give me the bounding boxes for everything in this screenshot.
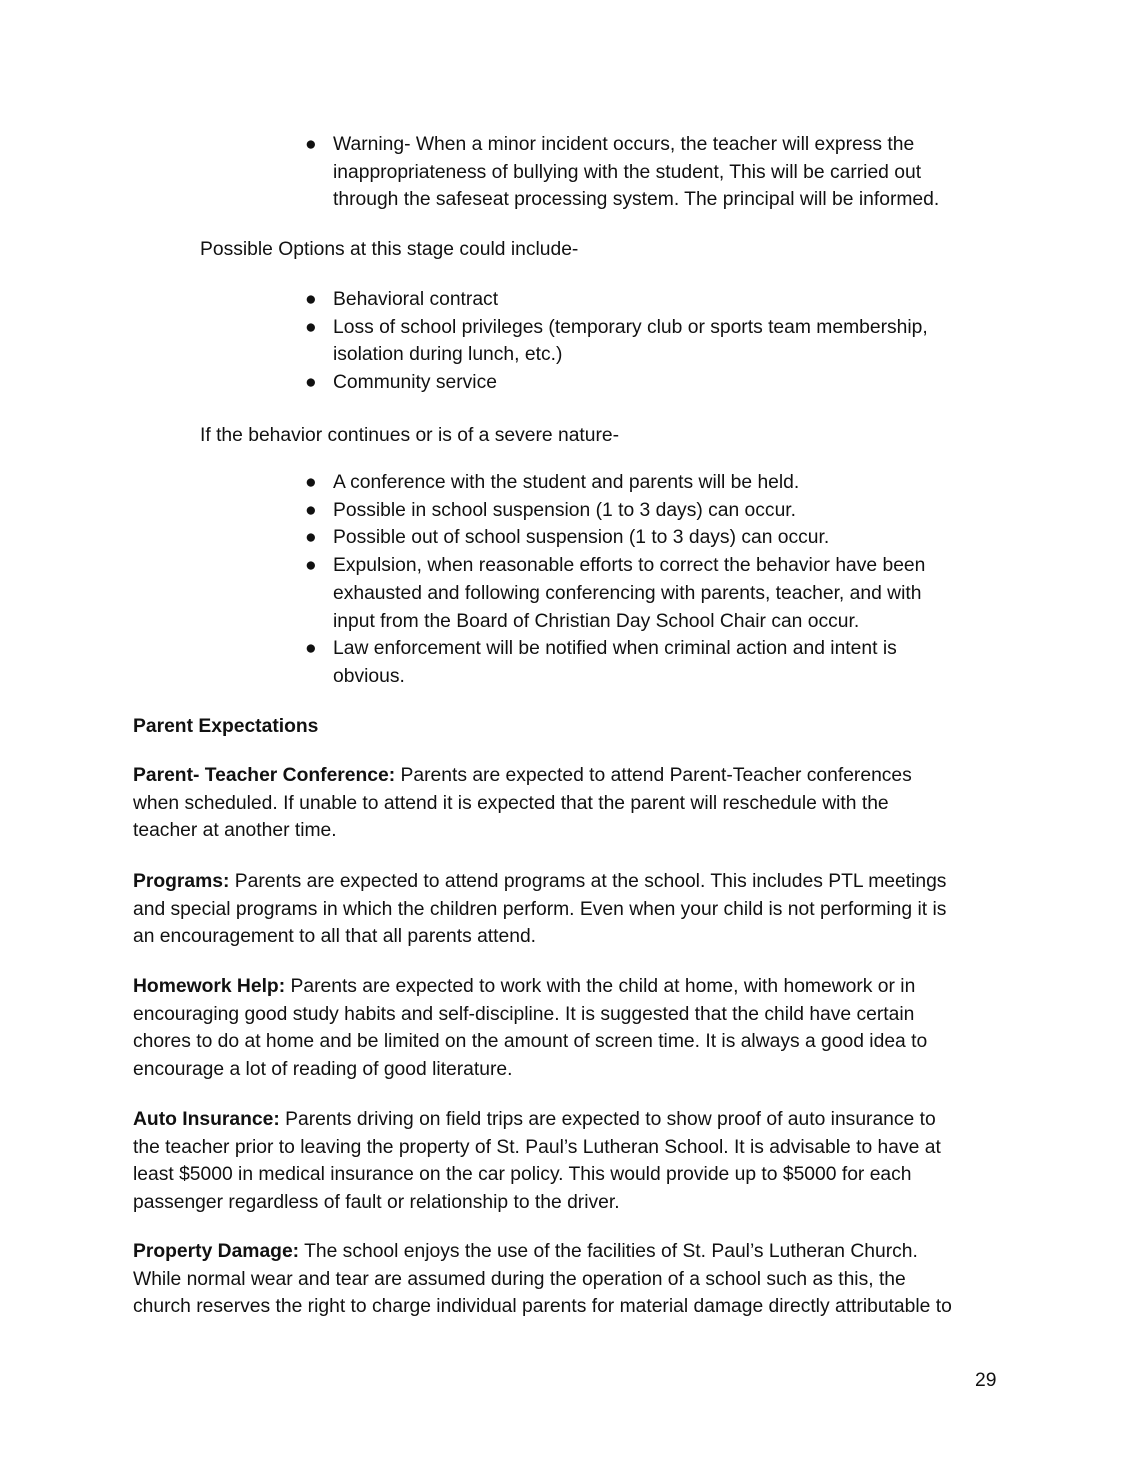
text-line: input from the Board of Christian Day School Chair can occur. bbox=[333, 610, 860, 632]
text-line: inappropriateness of bullying with the student, This will be carried out bbox=[333, 161, 922, 183]
warning-bullet bbox=[305, 131, 940, 214]
text-line: the teacher prior to leaving the property of St. Paul’s Lutheran School. It is advisable to have at bbox=[133, 1136, 941, 1158]
text-line: obvious. bbox=[333, 665, 405, 687]
list-item bbox=[305, 314, 928, 369]
bullet-icon: ● bbox=[305, 316, 317, 338]
text-line: Community service bbox=[333, 372, 497, 394]
bullet-icon: ● bbox=[305, 527, 317, 549]
list-item bbox=[305, 369, 928, 397]
bullet-icon: ● bbox=[305, 134, 317, 155]
bullet-icon: ● bbox=[305, 372, 317, 394]
paragraph-property-damage bbox=[133, 1238, 952, 1321]
paragraph-label: Homework Help: bbox=[133, 976, 286, 997]
paragraph-homework bbox=[133, 973, 927, 1084]
text-line: exhausted and following conferencing with parents, teacher, and with bbox=[333, 582, 922, 604]
text-line: The school enjoys the use of the facilities of St. Paul’s Lutheran Church. bbox=[299, 1241, 918, 1262]
page-number: 29 bbox=[975, 1370, 997, 1391]
text-line: Loss of school privileges (temporary club or sports team membership, bbox=[333, 316, 928, 338]
text-line: Parents are expected to attend Parent-Teacher conferences bbox=[395, 765, 912, 786]
section-heading: Parent Expectations bbox=[133, 716, 319, 737]
list-item bbox=[305, 552, 926, 635]
text-line: isolation during lunch, etc.) bbox=[333, 344, 563, 366]
options-intro: Possible Options at this stage could include- bbox=[200, 239, 579, 260]
list-item bbox=[305, 469, 925, 497]
text-line: Parents are expected to work with the child at home, with homework or in bbox=[285, 976, 916, 997]
text-line: Parents are expected to attend programs at the school. This includes PTL meetings bbox=[229, 871, 947, 892]
severe-list bbox=[305, 469, 926, 691]
text-line: Law enforcement will be notified when criminal action and intent is bbox=[333, 638, 897, 660]
text-line: Parents driving on field trips are expected to show proof of auto insurance to bbox=[279, 1109, 936, 1130]
bullet-icon: ● bbox=[305, 472, 317, 493]
text-line: Behavioral contract bbox=[333, 289, 499, 310]
paragraph-label: Property Damage: bbox=[133, 1241, 300, 1262]
text-line: least $5000 in medical insurance on the car policy. This would provide up to $5000 for each bbox=[133, 1164, 912, 1186]
text-line: encourage a lot of reading of good literature. bbox=[133, 1059, 513, 1081]
text-line: when scheduled. If unable to attend it is expected that the parent will reschedule with the bbox=[133, 792, 889, 814]
text-line: and special programs in which the children perform. Even when your child is not performing it is bbox=[133, 898, 947, 920]
text-line: Expulsion, when reasonable efforts to correct the behavior have been bbox=[333, 555, 926, 577]
bullet-icon: ● bbox=[305, 555, 317, 577]
options-list bbox=[305, 286, 928, 397]
list-item bbox=[305, 635, 925, 690]
severe-intro: If the behavior continues or is of a severe nature- bbox=[200, 425, 620, 446]
text-line: While normal wear and tear are assumed during the operation of a school such as this, the bbox=[133, 1268, 906, 1290]
text-line: church reserves the right to charge individual parents for material damage directly attributable to bbox=[133, 1296, 952, 1318]
text-line: encouraging good study habits and self-discipline. It is suggested that the child have certain bbox=[133, 1003, 915, 1025]
paragraph-label: Auto Insurance: bbox=[133, 1109, 280, 1130]
text-line: passenger regardless of fault or relationship to the driver. bbox=[133, 1192, 620, 1214]
bullet-icon: ● bbox=[305, 638, 317, 660]
paragraph-programs bbox=[133, 868, 946, 951]
paragraph-label: Parent- Teacher Conference: bbox=[133, 765, 396, 786]
list-item bbox=[305, 497, 925, 525]
paragraph-conference bbox=[133, 762, 912, 845]
list-item bbox=[305, 524, 925, 552]
text-line: A conference with the student and parents will be held. bbox=[333, 472, 800, 493]
bullet-icon: ● bbox=[305, 289, 317, 310]
text-line: an encouragement to all that all parents attend. bbox=[133, 926, 537, 948]
paragraph-auto-insurance bbox=[133, 1106, 941, 1217]
text-line: through the safeseat processing system. The principal will be informed. bbox=[333, 189, 940, 211]
text-line: Warning- When a minor incident occurs, the teacher will express the bbox=[333, 134, 915, 155]
text-line: chores to do at home and be limited on the amount of screen time. It is always a good idea to bbox=[133, 1031, 928, 1053]
list-item bbox=[305, 286, 928, 314]
text-line: teacher at another time. bbox=[133, 820, 337, 842]
paragraph-label: Programs: bbox=[133, 871, 230, 892]
bullet-icon: ● bbox=[305, 499, 317, 521]
text-line: Possible in school suspension (1 to 3 days) can occur. bbox=[333, 499, 797, 521]
text-line: Possible out of school suspension (1 to 3 days) can occur. bbox=[333, 527, 830, 549]
